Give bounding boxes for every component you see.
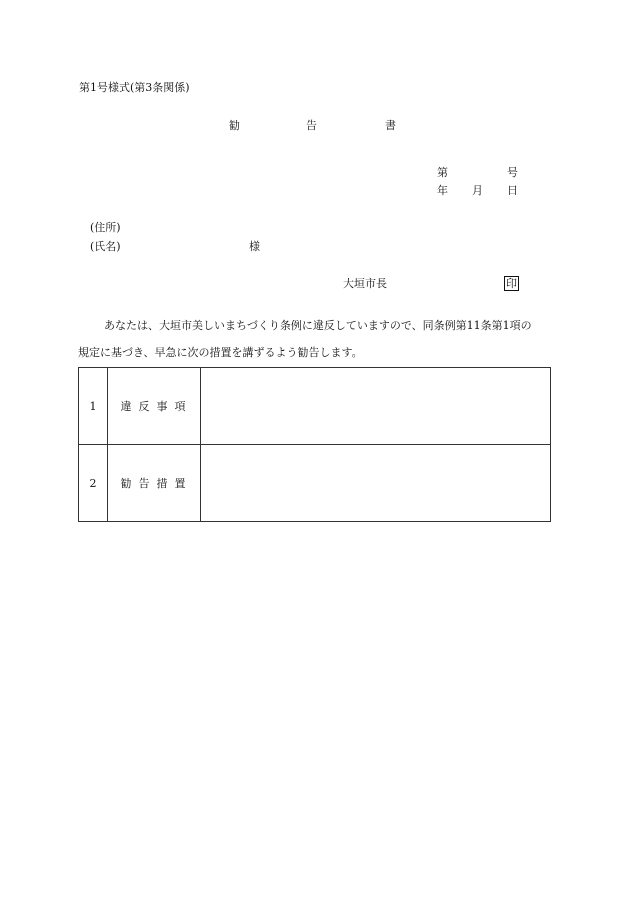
document-title <box>229 120 399 133</box>
title-char-3: 書 <box>385 119 396 132</box>
date-day-label: 日 <box>507 184 518 197</box>
row-number: 1 <box>79 368 108 445</box>
seal-mark: 印 <box>506 277 517 290</box>
recommendation-table <box>78 367 551 522</box>
table-row <box>79 445 551 522</box>
date-month-label: 月 <box>472 184 483 197</box>
document-number <box>437 167 527 179</box>
row-content-violation <box>201 368 551 445</box>
date-year-label: 年 <box>437 184 448 197</box>
recipient-address-label: (住所) <box>90 221 121 234</box>
recipient-name-label: (氏名) <box>90 240 121 253</box>
recipient-honorific: 様 <box>249 240 260 253</box>
row-label-measures: 勧告措置 <box>108 445 201 522</box>
doc-number-prefix: 第 <box>437 166 448 179</box>
issue-date <box>437 185 527 197</box>
issuer-mayor: 大垣市長 <box>343 277 387 290</box>
row-number: 2 <box>79 445 108 522</box>
body-text-line-2: 規定に基づき、早急に次の措置を講ずるよう勧告します。 <box>78 346 363 359</box>
title-char-1: 勧 <box>229 119 240 132</box>
table-row <box>79 368 551 445</box>
row-label-violation: 違反事項 <box>108 368 201 445</box>
form-number: 第1号様式(第3条関係) <box>79 81 190 94</box>
body-text-line-1: あなたは、大垣市美しいまちづくり条例に違反していますので、同条例第11条第1項の <box>104 319 532 332</box>
title-char-2: 告 <box>306 119 317 132</box>
row-content-measures <box>201 445 551 522</box>
doc-number-suffix: 号 <box>507 166 518 179</box>
